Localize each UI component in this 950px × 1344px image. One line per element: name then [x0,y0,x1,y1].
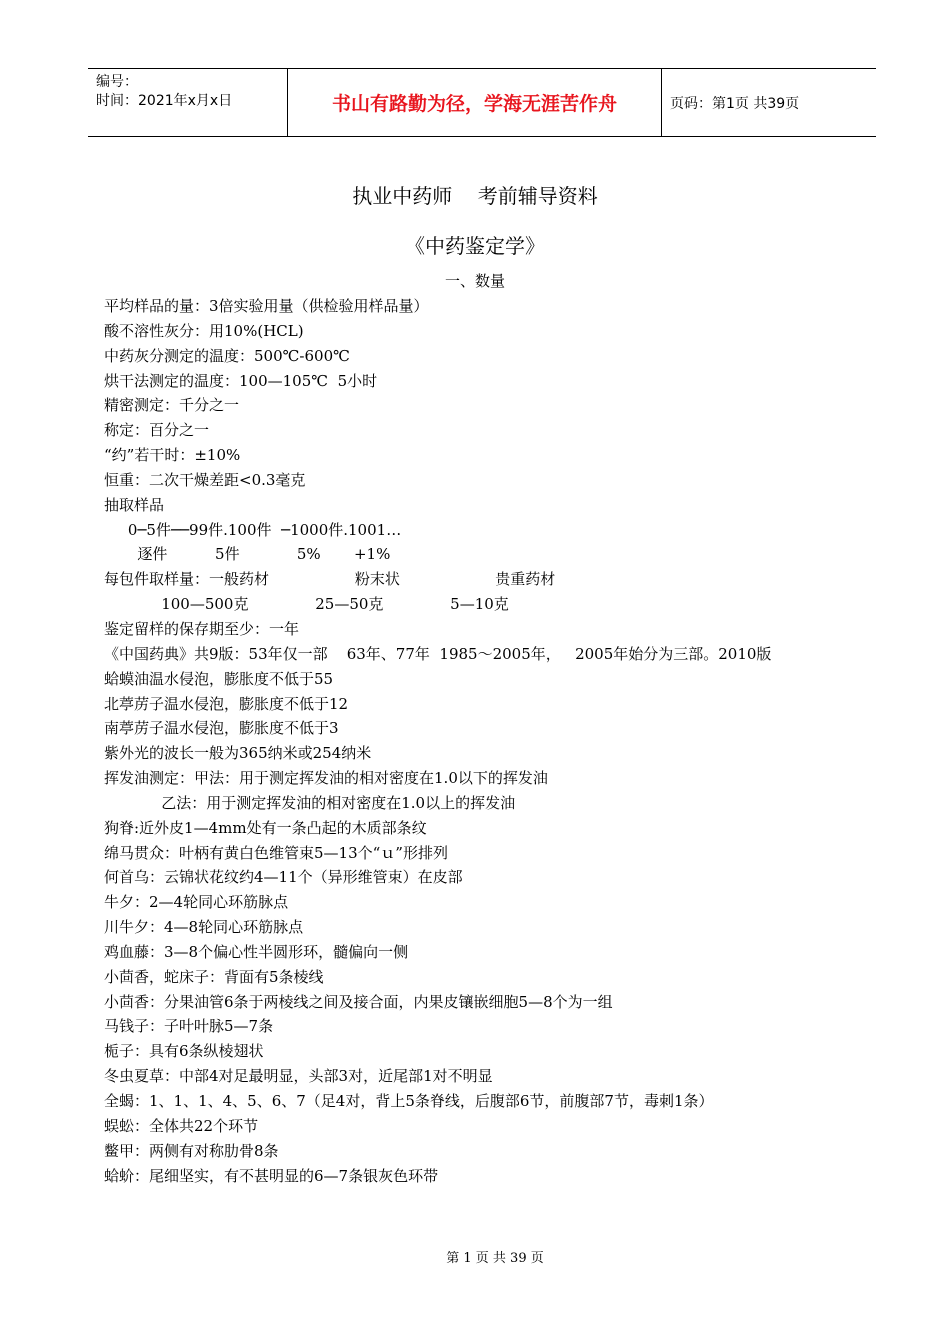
text-line: 何首乌：云锦状花纹约4—11个（异形维管束）在皮部 [104,868,463,887]
text-line: 逐件 5件 5% +1% [104,545,391,564]
text-line: 100—500克 25—50克 5—10克 [104,595,509,614]
text-line: 精密测定：千分之一 [104,396,240,415]
header-meta [88,69,288,136]
text-line: 挥发油测定：甲法：用于测定挥发油的相对密度在1.0以下的挥发油 [104,769,548,788]
section-heading: 一、数量 [444,272,505,290]
text-line: 小茴香，蛇床子：背面有5条棱线 [104,967,324,986]
document-number: 编号： [96,74,138,90]
document-subtitle: 《中药鉴定学》 [405,234,545,258]
text-line: 《中国药典》共9版：53年仅一部 63年、77年 1985～2005年， 2005年始分为三部。2010版 [104,644,772,663]
text-line: 乙法：用于测定挥发油的相对密度在1.0以上的挥发油 [104,793,516,812]
text-line: 酸不溶性灰分：用10%(HCL) [104,321,304,340]
text-line: 北葶苈子温水侵泡，膨胀度不低于12 [104,694,349,713]
text-line: 南葶苈子温水侵泡，膨胀度不低于3 [104,719,339,738]
text-line: 鳖甲：两侧有对称肋骨8条 [104,1141,279,1160]
text-line: 鸡血藤：3—8个偏心性半圆形环，髓偏向一侧 [104,942,409,961]
text-line: 蜈蚣：全体共22个环节 [104,1116,259,1135]
text-line: 冬虫夏草：中部4对足最明显，头部3对，近尾部1对不明显 [104,1067,493,1086]
text-line: 每包件取样量：一般药材 粉末状 贵重药材 [104,570,556,589]
text-line: 中药灰分测定的温度：500℃-600℃ [104,346,350,365]
page-header [88,68,876,137]
text-line: 0─5件──99件.100件 ─1000件.1001… [104,520,402,539]
text-line: 烘干法测定的温度：100—105℃ 5小时 [104,371,378,390]
text-line: 平均样品的量：3倍实验用量（供检验用样品量） [104,297,429,315]
document-time: 时间：2021年x月x日 [96,93,233,109]
text-line: 小茴香：分果油管6条于两棱线之间及接合面，内果皮镶嵌细胞5—8个为一组 [104,992,613,1011]
text-line: 狗脊:近外皮1—4mm处有一条凸起的木质部条纹 [104,818,427,837]
document-body [104,294,904,1188]
text-line: 紫外光的波长一般为365纳米或254纳米 [104,744,372,763]
text-line: 牛夕：2—4轮同心环筋脉点 [104,893,289,912]
text-line: 栀子：具有6条纵棱翅状 [104,1042,264,1061]
text-line: 称定：百分之一 [104,421,210,440]
text-line: 鉴定留样的保存期至少：一年 [104,619,300,638]
text-line: 恒重：二次干燥差距<0.3毫克 [104,470,306,489]
text-line: 蛤蚧：尾细坚实，有不甚明显的6—7条银灰色环带 [104,1166,439,1185]
text-line: 蛤蟆油温水侵泡，膨胀度不低于55 [104,669,334,688]
text-line: “约”若干时：±10% [104,446,241,465]
text-line: 全蝎：1、1、1、4、5、6、7（足4对，背上5条脊线，后腹部6节，前腹部7节，毒刺1条） [104,1092,714,1110]
text-line: 抽取样品 [104,495,165,514]
text-line: 川牛夕：4—8轮同心环筋脉点 [104,918,304,937]
text-line: 马钱子：子叶叶脉5—7条 [104,1017,274,1036]
page-footer: 第 1 页 共 39 页 [446,1251,544,1266]
header-page-number: 页码：第1页 共39页 [670,95,800,112]
header-motto: 书山有路勤为径，学海无涯苦作舟 [288,69,662,136]
document-title: 执业中药师 考前辅导资料 [352,184,598,208]
text-line: 绵马贯众：叶柄有黄白色维管束5—13个“ｕ”形排列 [104,843,448,862]
